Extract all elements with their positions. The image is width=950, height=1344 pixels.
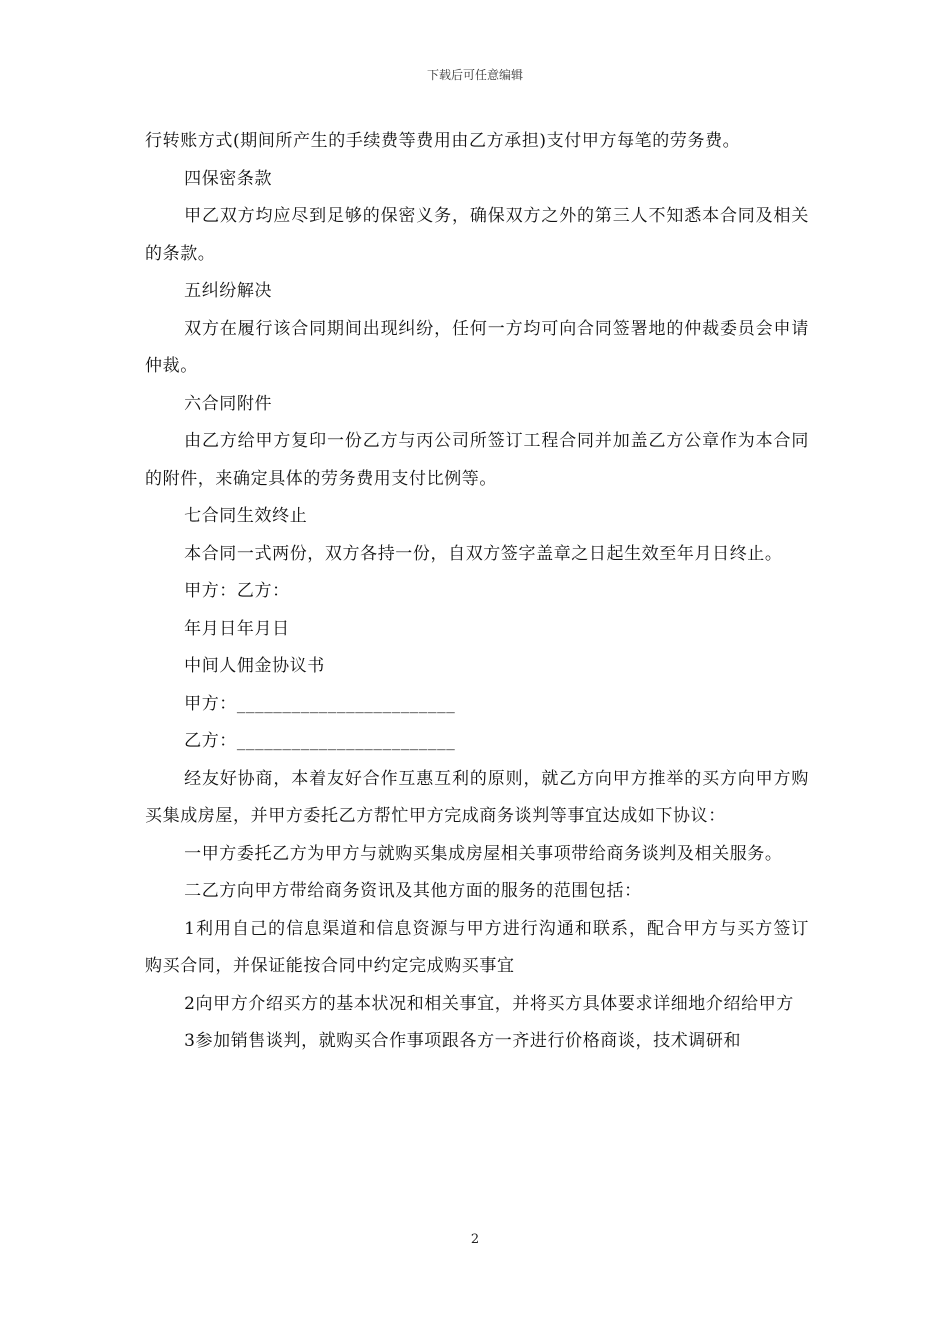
date-line: 年月日年月日 bbox=[184, 618, 290, 639]
page-header: 下载后可任意编辑 bbox=[426, 68, 523, 82]
section-heading: 五纠纷解决 bbox=[184, 281, 273, 301]
section-heading: 六合同附件 bbox=[184, 393, 273, 414]
paragraph: 本合同一式两份，双方各持一份，自双方签字盖章之日起生效至年月日终止。 bbox=[184, 543, 783, 564]
party-b-line: 乙方：________________________ bbox=[184, 731, 456, 751]
section-heading: 四保密条款 bbox=[184, 168, 273, 189]
paragraph: 行转账方式(期间所产生的手续费等费用由乙方承担)支付甲方每笔的劳务费。 bbox=[145, 131, 741, 151]
party-a-line: 甲方：________________________ bbox=[184, 693, 456, 714]
clause: 二乙方向甲方带给商务资讯及其他方面的服务的范围包括： bbox=[184, 881, 642, 901]
paragraph: 经友好协商，本着友好合作互惠互利的原则，就乙方向甲方推举的买方向甲方购买集成房屋，并甲方委托乙方帮忙甲方完成商务谈判等事宜达成如下协议： bbox=[145, 768, 809, 826]
document-body bbox=[145, 123, 809, 1061]
document-subtitle: 中间人佣金协议书 bbox=[184, 656, 325, 676]
signature-line: 甲方：乙方： bbox=[184, 581, 290, 601]
section-heading: 七合同生效终止 bbox=[184, 506, 308, 526]
paragraph: 由乙方给甲方复印一份乙方与丙公司所签订工程合同并加盖乙方公章作为本合同的附件，来确定具体的劳务费用支付比例等。 bbox=[145, 431, 809, 489]
paragraph: 甲乙双方均应尽到足够的保密义务，确保双方之外的第三人不知悉本合同及相关的条款。 bbox=[145, 206, 809, 264]
list-item: 2向甲方介绍买方的基本状况和相关事宜，并将买方具体要求详细地介绍给甲方 bbox=[184, 993, 794, 1014]
list-item: 3参加销售谈判，就购买合作事项跟各方一齐进行价格商谈，技术调研和 bbox=[184, 1031, 742, 1051]
page-number: 2 bbox=[470, 1232, 480, 1247]
list-item: 1利用自己的信息渠道和信息资源与甲方进行沟通和联系，配合甲方与买方签订购买合同，并保证能按合同中约定完成购买事宜 bbox=[145, 918, 809, 976]
clause: 一甲方委托乙方为甲方与就购买集成房屋相关事项带给商务谈判及相关服务。 bbox=[184, 843, 783, 864]
paragraph: 双方在履行该合同期间出现纠纷，任何一方均可向合同签署地的仲裁委员会申请仲裁。 bbox=[145, 318, 809, 376]
